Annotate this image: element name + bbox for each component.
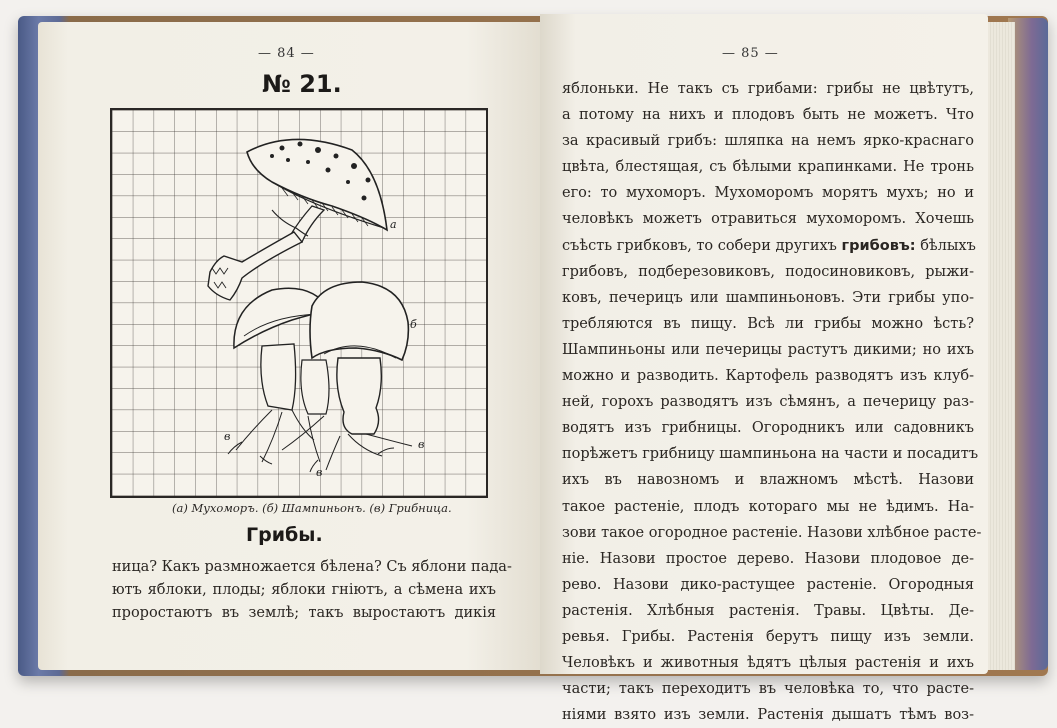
label-a: a — [390, 218, 397, 231]
text-line: зови такое огородное растеніе. Назови хлѣбное расте- — [562, 524, 982, 541]
text-line: требляются въ пищу. Всѣ ли грибы можно ѣсть? — [562, 315, 974, 332]
text-line: части; такъ переходитъ въ человѣка то, что расте- — [562, 681, 974, 698]
page-stack-edge — [985, 22, 1015, 670]
text-line: проростаютъ въ землѣ; такъ выростаютъ дикія — [112, 605, 496, 621]
text-line: ковъ, печерицъ или шампиньоновъ. Эти грибы упо- — [562, 289, 974, 306]
text-line: яблоньки. Не такъ съ грибами: грибы не цвѣтутъ, — [562, 81, 974, 97]
text-fragment: съѣсть грибковъ, то собери другихъ — [562, 237, 837, 254]
label-c-right: в — [418, 438, 425, 451]
text-line: Шампиньоны или печерицы растутъ дикими; но ихъ — [562, 341, 974, 358]
label-b: б — [410, 318, 417, 331]
text-line: можно и разводить. Картофель разводятъ изъ клуб- — [562, 368, 974, 385]
figure-number: № 21. — [262, 70, 342, 98]
text-line: ніями взято изъ земли. Растенія дышатъ тѣмъ воз- — [562, 707, 974, 724]
text-line: цвѣта, блестящая, съ бѣлыми крапинками. Не тронь — [562, 159, 974, 176]
text-line: растенія. Хлѣбныя растенія. Травы. Цвѣты. Де- — [562, 602, 974, 619]
right-page-text — [562, 76, 982, 728]
text-line-with-bold — [562, 233, 974, 259]
text-line: такое растеніе, плодъ котораго мы не ѣдимъ. На- — [562, 498, 974, 515]
text-line: рево. Назови дико-растущее растеніе. Огородныя — [562, 576, 974, 593]
text-line: водятъ изъ грибницы. Огородникъ или садовникъ — [562, 420, 974, 437]
text-line: ютъ яблоки, плоды; яблоки гніютъ, а сѣмена ихъ — [112, 582, 496, 598]
text-line: а потому на нихъ и плодовъ быть не можетъ. Что — [562, 107, 974, 124]
left-page-number: — 84 — — [258, 46, 315, 61]
text-line: ихъ въ навозномъ и влажномъ мѣстѣ. Назови — [562, 472, 974, 489]
text-line: ніе. Назови простое дерево. Назови плодовое де- — [562, 550, 974, 567]
figure-caption: (а) Мухоморъ. (б) Шампиньонъ. (в) Грибница. — [172, 501, 452, 515]
text-fragment: бѣлыхъ — [920, 237, 976, 254]
text-line: Человѣкъ и животныя ѣдятъ цѣлыя растенія и ихъ — [562, 655, 974, 672]
label-c-left: в — [224, 430, 231, 443]
text-line: за красивый грибъ: шляпка на немъ ярко-краснаго — [562, 133, 974, 150]
left-page-text — [112, 556, 512, 625]
text-line: ревья. Грибы. Растенія берутъ пищу изъ земли. — [562, 628, 974, 645]
text-line: человѣкъ можетъ отравиться мухоморомъ. Хочешь — [562, 211, 974, 228]
label-c-bottom: в — [316, 466, 323, 479]
right-page-number: — 85 — — [722, 46, 779, 61]
text-line: его: то мухоморъ. Мухоморомъ морятъ мухъ; но и — [562, 185, 974, 202]
text-line: ница? Какъ размножается бѣлена? Съ яблони пада- — [112, 559, 512, 575]
section-title: Грибы. — [246, 524, 323, 546]
illustration-svg — [112, 110, 486, 496]
bold-word: грибовъ: — [841, 237, 916, 254]
mushroom-illustration — [110, 108, 488, 498]
text-line: ней, горохъ разводятъ изъ сѣмянъ, а печерицу раз- — [562, 394, 974, 411]
text-line: грибовъ, подберезовиковъ, подосиновиковъ, рыжи- — [562, 263, 974, 280]
text-line: порѣжетъ грибницу шампиньона на части и посадитъ — [562, 446, 979, 463]
